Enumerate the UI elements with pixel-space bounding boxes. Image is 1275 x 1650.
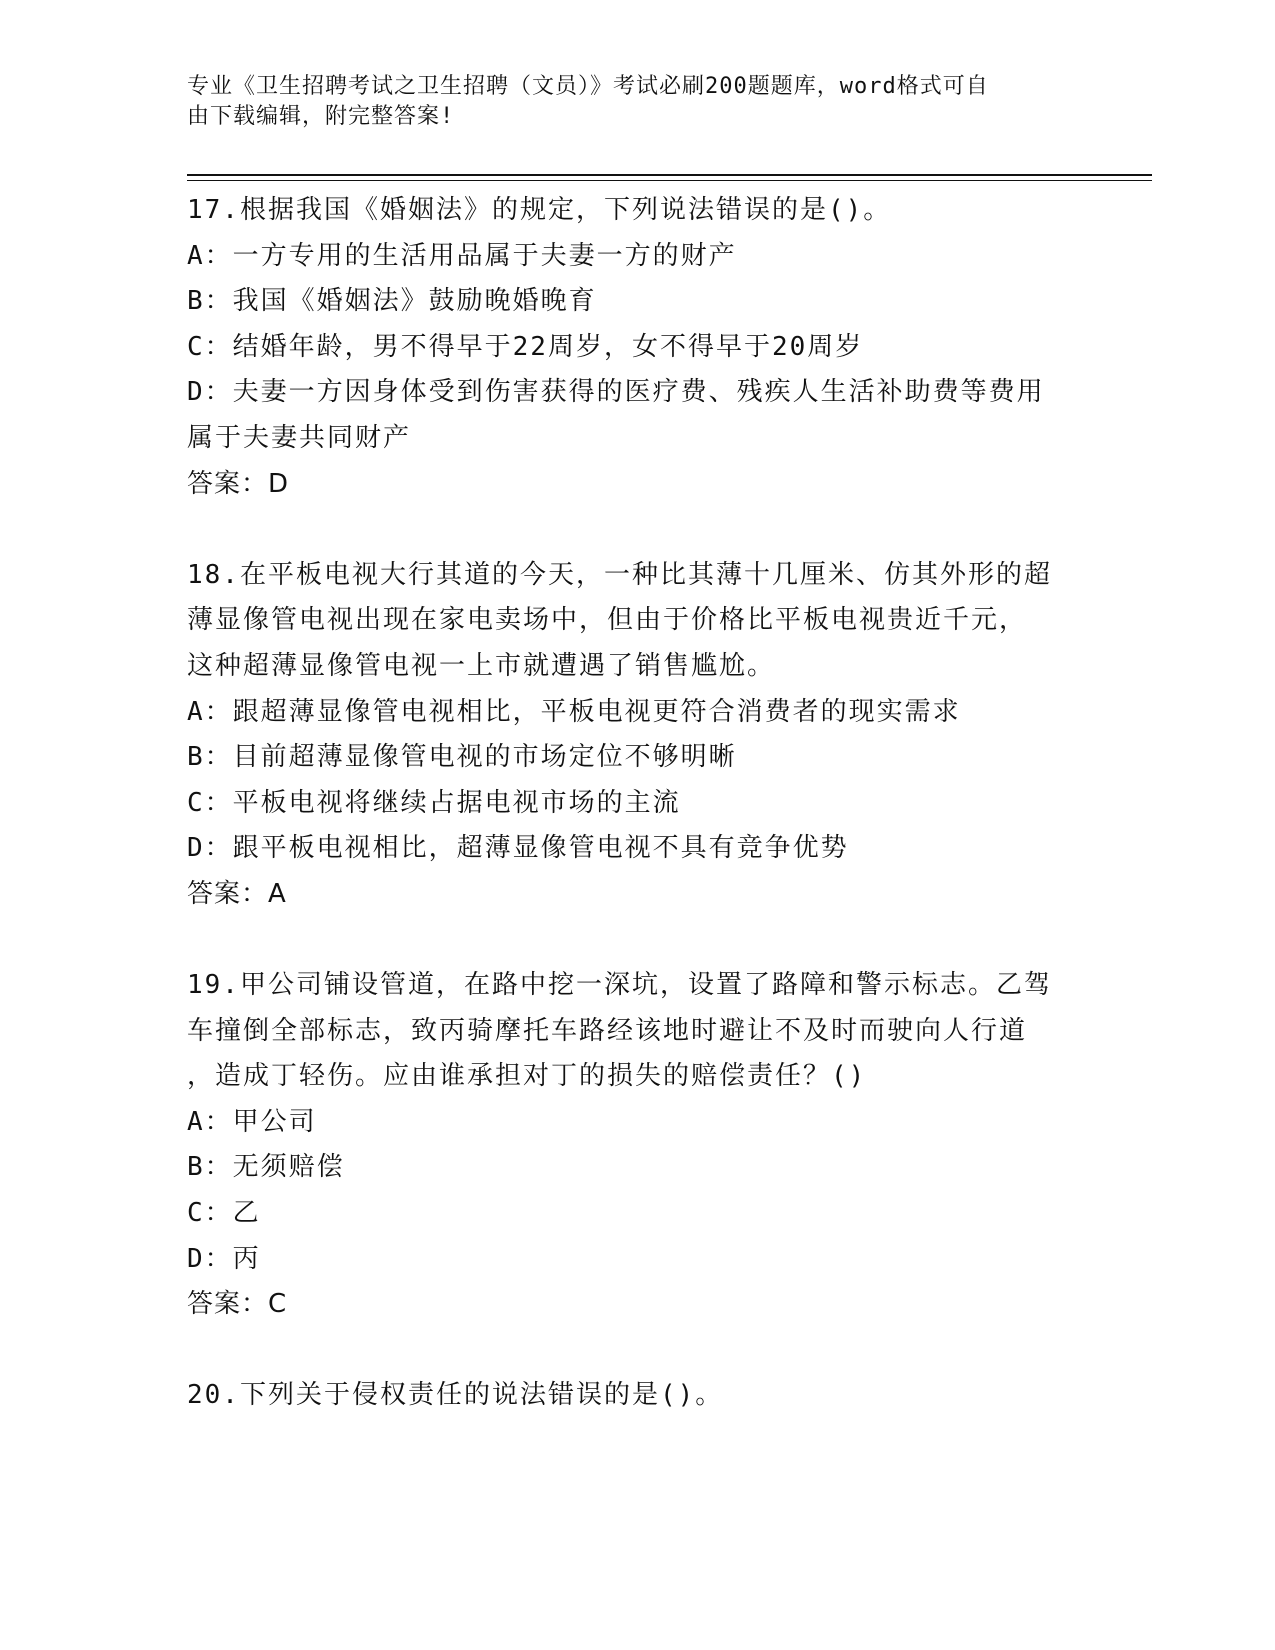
option-d: D：丙 <box>187 1243 261 1274</box>
question-stem-line: 车撞倒全部标志，致丙骑摩托车路经该地时避让不及时而驶向人行道 <box>187 1015 1028 1046</box>
option-b: B：无须赔偿 <box>187 1152 345 1183</box>
option-a: A：甲公司 <box>187 1106 317 1137</box>
question-20 <box>187 1373 1087 1419</box>
header-line-1: 专业《卫生招聘考试之卫生招聘（文员）》考试必刷200题题库，word格式可自 <box>187 74 989 99</box>
question-stem-line: 18.在平板电视大行其道的今天，一种比其薄十几厘米、仿其外形的超 <box>187 559 1052 590</box>
question-list <box>187 188 1087 1465</box>
question-18 <box>187 553 1087 918</box>
question-stem-line: 20.下列关于侵权责任的说法错误的是()。 <box>187 1380 724 1411</box>
option-c: C：平板电视将继续占据电视市场的主流 <box>187 787 681 818</box>
document-header <box>187 72 1087 132</box>
option-a: A：一方专用的生活用品属于夫妻一方的财产 <box>187 240 737 271</box>
option-d-continued: 属于夫妻共同财产 <box>187 422 412 453</box>
option-a: A：跟超薄显像管电视相比，平板电视更符合消费者的现实需求 <box>187 696 961 727</box>
question-stem-line: 薄显像管电视出现在家电卖场中，但由于价格比平板电视贵近千元， <box>187 605 1028 636</box>
question-stem-line: ，造成丁轻伤。应由谁承担对丁的损失的赔偿责任？() <box>187 1061 867 1092</box>
question-stem-line: 17.根据我国《婚姻法》的规定，下列说法错误的是()。 <box>187 195 892 225</box>
question-17 <box>187 188 1087 507</box>
option-c: C：结婚年龄，男不得早于22周岁，女不得早于20周岁 <box>187 331 864 362</box>
option-d: D：夫妻一方因身体受到伤害获得的医疗费、残疾人生活补助费等费用 <box>187 377 1045 408</box>
header-divider-thick <box>187 174 1152 176</box>
option-b: B：目前超薄显像管电视的市场定位不够明晰 <box>187 742 737 773</box>
question-19 <box>187 963 1087 1328</box>
option-c: C：乙 <box>187 1198 261 1229</box>
header-divider-thin <box>187 180 1152 181</box>
question-stem-line: 19.甲公司铺设管道，在路中挖一深坑，设置了路障和警示标志。乙驾 <box>187 970 1052 1001</box>
header-line-2: 由下载编辑，附完整答案! <box>187 104 455 129</box>
option-b: B：我国《婚姻法》鼓励晚婚晚育 <box>187 286 597 317</box>
option-d: D：跟平板电视相比，超薄显像管电视不具有竞争优势 <box>187 833 849 864</box>
answer-label: 答案：D <box>187 468 290 499</box>
answer-label: 答案：A <box>187 878 287 909</box>
question-stem-line: 这种超薄显像管电视一上市就遭遇了销售尴尬。 <box>187 650 776 681</box>
answer-label: 答案：C <box>187 1289 288 1320</box>
